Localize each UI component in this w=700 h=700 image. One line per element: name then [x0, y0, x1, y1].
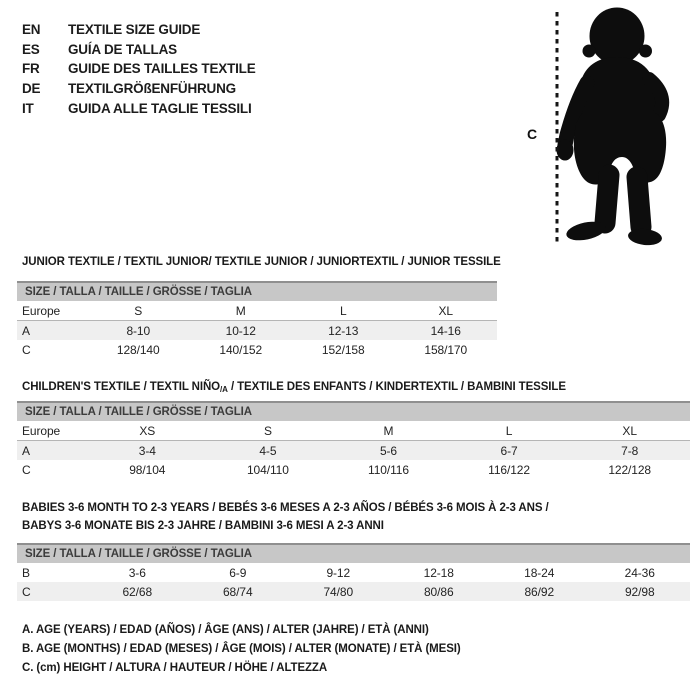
lang-row-en [22, 20, 256, 40]
table-cell: 5-6 [379, 443, 397, 458]
table-row [17, 421, 690, 441]
table-cell: 158/170 [424, 342, 468, 357]
table-row [17, 563, 690, 582]
footnote-a: A. AGE (YEARS) / EDAD (AÑOS) / ÂGE (ANS) / ALTER (JAHRE) / ETÀ (ANNI) [22, 624, 429, 636]
table-row [17, 460, 690, 479]
table-cell: 80/86 [423, 584, 454, 599]
lang-label: GUIDA ALLE TAGLIE TESSILI [68, 100, 252, 116]
table-cell: L [339, 303, 347, 318]
table-cell: 7-8 [621, 443, 639, 458]
table-cell: 152/158 [321, 342, 365, 357]
table-cell: S [134, 303, 143, 318]
row-label: Europe [22, 303, 61, 318]
table-cell: 6-9 [229, 565, 247, 580]
table-cell: 140/152 [219, 342, 263, 357]
junior-section-title: JUNIOR TEXTILE / TEXTIL JUNIOR/ TEXTILE JUNIOR / JUNIORTEXTIL / JUNIOR TESSILE [22, 256, 501, 268]
table-cell: 6-7 [500, 443, 518, 458]
size-header-band: SIZE / TALLA / TAILLE / GRÖSSE / TAGLIA [17, 401, 690, 421]
lang-row-de [22, 79, 256, 99]
table-cell: 110/116 [368, 462, 409, 477]
table-cell: 9-12 [326, 565, 351, 580]
lang-row-es [22, 40, 256, 60]
table-cell: 74/80 [323, 584, 354, 599]
lang-row-it [22, 98, 256, 118]
row-label: B [22, 565, 30, 580]
table-cell: S [263, 423, 272, 438]
table-cell: XS [139, 423, 156, 438]
lang-row-fr [22, 59, 256, 79]
table-cell: 92/98 [624, 584, 655, 599]
row-label: Europe [22, 423, 61, 438]
junior-size-table [17, 281, 497, 359]
children-title-post: / TEXTILE DES ENFANTS / KINDERTEXTIL / BAMBINI TESSILE [227, 381, 566, 393]
babies-title-line1: BABIES 3-6 MONTH TO 2-3 YEARS / BEBÉS 3-6 MESES A 2-3 AÑOS / BÉBÉS 3-6 MOIS À 2-3 ANS / [22, 502, 549, 514]
lang-code: IT [22, 100, 34, 116]
footnotes [22, 624, 461, 680]
footnote-c: C. (cm) HEIGHT / ALTURA / HAUTEUR / HÖHE / ALTEZZA [22, 661, 328, 674]
lang-code: ES [22, 41, 40, 57]
toddler-silhouette-icon [545, 5, 695, 250]
height-measure-label: C [527, 126, 538, 142]
children-size-table [17, 401, 690, 479]
lang-label: TEXTILGRÖßENFÜHRUNG [68, 81, 236, 97]
lang-label: GUÍA DE TALLAS [68, 41, 177, 57]
row-label: C [22, 462, 31, 477]
row-label: A [22, 323, 30, 338]
table-cell: 3-6 [128, 565, 146, 580]
footnote-b: B. AGE (MONTHS) / EDAD (MESES) / ÂGE (MOIS) / ALTER (MONATE) / ETÀ (MESI) [22, 642, 461, 655]
table-row [17, 301, 497, 321]
table-cell: M [235, 303, 246, 318]
table-cell: 4-5 [259, 443, 277, 458]
children-title-sub: /A [220, 385, 228, 394]
table-cell: L [505, 423, 513, 438]
table-row [17, 340, 497, 359]
table-cell: 122/128 [608, 462, 652, 477]
babies-section-title [22, 499, 549, 535]
table-cell: 128/140 [116, 342, 160, 357]
babies-title-line2: BABYS 3-6 MONATE BIS 2-3 JAHRE / BAMBINI 3-6 MESI A 2-3 ANNI [22, 520, 384, 532]
table-cell: 62/68 [122, 584, 153, 599]
size-header-band: SIZE / TALLA / TAILLE / GRÖSSE / TAGLIA [17, 543, 690, 563]
table-cell: M [383, 423, 394, 438]
table-cell: 104/110 [246, 462, 289, 477]
size-header-band: SIZE / TALLA / TAILLE / GRÖSSE / TAGLIA [17, 281, 497, 301]
lang-label: GUIDE DES TAILLES TEXTILE [68, 61, 256, 77]
table-cell: 116/122 [488, 462, 530, 477]
table-cell: 14-16 [430, 323, 461, 338]
lang-code: FR [22, 61, 40, 77]
table-cell: 8-10 [126, 323, 151, 338]
table-cell: 12-13 [328, 323, 359, 338]
lang-code: DE [22, 81, 41, 97]
table-cell: 10-12 [225, 323, 256, 338]
row-label: C [22, 584, 31, 599]
table-row [17, 441, 690, 460]
table-cell: 3-4 [138, 443, 156, 458]
table-cell: 18-24 [524, 565, 555, 580]
table-row [17, 321, 497, 340]
row-label: C [22, 342, 31, 357]
lang-label: TEXTILE SIZE GUIDE [68, 22, 201, 38]
table-cell: 68/74 [222, 584, 253, 599]
babies-size-table [17, 543, 690, 601]
table-cell: 24-36 [624, 565, 655, 580]
children-title-pre: CHILDREN'S TEXTILE / TEXTIL NIÑO [22, 381, 221, 393]
language-list [22, 20, 256, 118]
table-cell: 86/92 [524, 584, 555, 599]
table-cell: XL [622, 423, 637, 438]
table-cell: 12-18 [423, 565, 454, 580]
row-label: A [22, 443, 30, 458]
table-row [17, 582, 690, 601]
lang-code: EN [22, 22, 41, 38]
table-cell: 98/104 [129, 462, 166, 477]
table-cell: XL [438, 303, 453, 318]
children-section-title [22, 378, 566, 399]
toddler-silhouette-figure [545, 5, 695, 250]
